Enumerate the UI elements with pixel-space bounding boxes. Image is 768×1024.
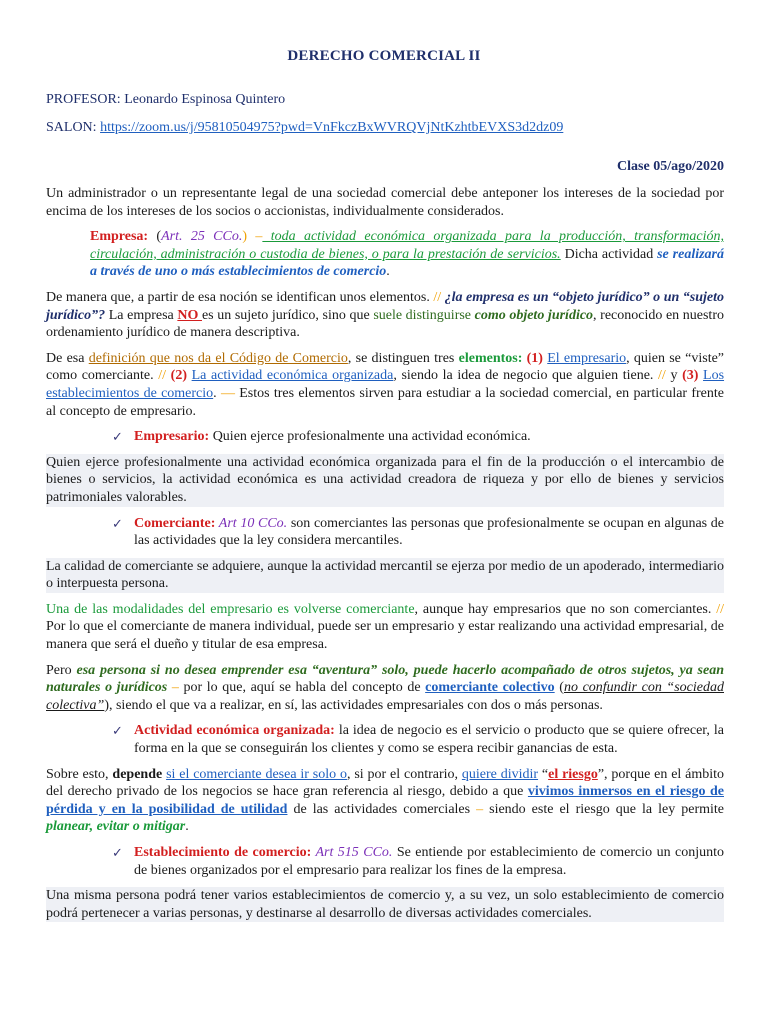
underlined-text: si el comerciante desea ir solo o [166,766,347,782]
underlined-text: quiere dividir [461,766,539,782]
text: ) – [242,229,263,245]
salon-line [46,120,563,136]
emphasis-text: esa persona si no desea emprender esa “aventura” solo, puede hacerlo acompañado de otros sujetos, ya sean naturales o jurídicos [46,662,724,696]
number-label: (2) [170,368,192,384]
article-reference: Art 515 CCo. [311,845,393,860]
text: y [665,368,683,384]
element-3: Los establecimientos de comercio [46,368,725,401]
text: Quien ejerce profesionalmente una actividad económica. [209,429,531,445]
text: , aunque hay empresarios que no son comerciantes. [414,601,717,617]
text: Sobre esto, [46,766,113,782]
text: Pero [46,662,77,678]
text: son comerciantes las personas que profesionalmente se ocupan en algunas de las actividades que la ley considera mercantiles. [134,515,724,549]
term: Comerciante: [134,515,216,531]
text: , siendo la idea de negocio que alguien tiene. [393,368,659,384]
text: ), siendo el que va a realizar, en sí, las actividades empresariales con dos o más personas. [104,697,603,713]
term-empresa: Empresa: [90,229,149,245]
term: Actividad económica organizada: [134,723,335,739]
text: suele distinguirse [373,307,472,323]
text: elementos: [458,350,523,366]
text: De esa [46,350,89,366]
text: La empresa [105,307,178,323]
text: es un sujeto jurídico, sino que [201,307,374,323]
paragraph-establecimientos: Una misma persona podrá tener varios establecimientos de comercio y, a su vez, un solo establecimiento de comercio podrá pertenecer a varias personas, y destinarse al desarrollo de diversas actividades comerciales. [46,888,724,921]
document-title: DERECHO COMERCIAL II [287,48,481,64]
term: Establecimiento de comercio: [134,845,312,860]
text: Dicha actividad [560,246,658,262]
separator: // [658,368,666,384]
text: . [386,264,390,280]
text: de las actividades comerciales [287,801,477,817]
term: el riesgo [548,766,598,782]
bullet-establecimiento [46,844,724,879]
separator: // [433,289,445,305]
emphasis-no: NO [177,307,202,323]
emphasis-text: planear, evitar o mitigar [46,819,186,835]
emphasis-text: vivimos inmersos en el riesgo de pérdida y en la posibilidad de utilidad [46,784,724,817]
text: De manera que, a partir de esa noción se identifican unos elementos. [46,289,434,305]
class-date: Clase 05/ago/2020 [617,159,724,174]
paragraph-modalidades [46,601,724,654]
paragraph-riesgo [46,766,724,836]
text: por lo que, aquí se habla del concepto de [183,680,426,696]
checkmark-icon: ✓ [112,845,123,860]
underlined-text: definición que nos da el Código de Comercio [88,350,348,366]
bullet-actividad [46,722,724,757]
definition-text: toda actividad económica organizada para la producción, transformación, circulación, administración o custodia de bienes, o para la prestación de servicios. [90,229,724,262]
text: siendo este el riesgo que la ley permite [483,801,724,817]
document-body [46,185,724,930]
paragraph-intro: Un administrador o un representante legal de una sociedad comercial debe anteponer los intereses de la sociedad por encima de los intereses de los socios o accionistas, individualmente considerados. [46,186,724,219]
paragraph-comerciante-colectivo [46,662,724,715]
text: . [185,819,189,835]
checkmark-icon: ✓ [112,429,123,445]
separator: // [158,368,171,384]
bullet-empresario [46,428,724,446]
article-reference: Art. 25 CCo. [161,229,243,245]
text: depende [112,766,163,782]
paragraph-empresa-definition [90,228,724,281]
text: “ [538,766,549,782]
emphasis-text: se realizará a través de uno o más establecimientos de comercio [90,246,725,280]
professor-line: PROFESOR: Leonardo Espinosa Quintero [46,92,286,107]
zoom-link[interactable]: https://zoom.us/j/95810504975?pwd=VnFkczBxWVRQVjNtKzhtbEVXS3d2dz09 [100,120,564,135]
bullet-comerciante [46,515,724,550]
element-2: La actividad económica organizada [191,368,394,384]
number-label: (1) [522,350,548,366]
text: Por lo que el comerciante de manera individual, puede ser un empresario y estar realizando una actividad empresarial, de manera que será el dueño y titular de esa empresa. [46,619,724,653]
separator: // [716,601,724,617]
separator: — [220,385,235,401]
paragraph-tres-elementos [46,350,724,420]
text: ”, porque en el ámbito del derecho privado de los negocios se hace gran referencia al riesgo, debido a que [46,766,725,800]
text: , reconocido en nuestro ordenamiento jurídico de manera descriptiva. [46,307,724,341]
checkmark-icon: ✓ [112,515,123,531]
note-text: no confundir con “sociedad colectiva” [46,680,724,713]
question-text: ¿la empresa es un “objeto jurídico” o un “sujeto jurídico”? [46,289,725,323]
text: ( [554,680,564,696]
text: Estos tres elementos sirven para estudiar a la sociedad comercial, en particular frente al concepto de empresario. [46,385,725,419]
term: comerciante colectivo [425,680,555,696]
text: , si por el contrario, [347,766,462,782]
emphasis-text: como objeto jurídico [471,307,594,323]
article-reference: Art 10 CCo. [215,515,288,531]
text: , quien se “viste” como comerciante. [46,350,725,384]
paragraph-empresario-detail: Quien ejerce profesionalmente una actividad económica organizada para el fin de la producción o el intercambio de bienes o servicios, la actividad económica es una actividad creadora de riqueza y por ello de bienes y servicios patrimoniales valorables. [46,454,724,505]
checkmark-icon: ✓ [112,723,123,739]
separator: – [167,680,184,696]
number-label: (3) [682,368,704,384]
text: Se entiende por establecimiento de comercio un conjunto de bienes organizados por el empresario para realizar los fines de la empresa. [134,845,725,878]
text: . [213,385,221,401]
paragraph-elementos [46,289,724,342]
paragraph-calidad-comerciante: La calidad de comerciante se adquiere, aunque la actividad mercantil se ejerza por medio de un apoderado, intermediario o interpuesta persona. [46,558,724,592]
text: , se distinguen tres [347,350,459,366]
text: la idea de negocio es el servicio o producto que se quiere ofrecer, la forma en la que se conseguirán los clientes y como se espera recibir ganancias de esta. [134,723,724,757]
text: ( [148,229,162,245]
term: Empresario: [134,429,210,445]
element-1: El empresario [547,350,627,366]
text: Una de las modalidades del empresario es volverse comerciante [46,601,415,617]
separator: – [476,801,484,817]
salon-label: SALON: [46,120,101,135]
